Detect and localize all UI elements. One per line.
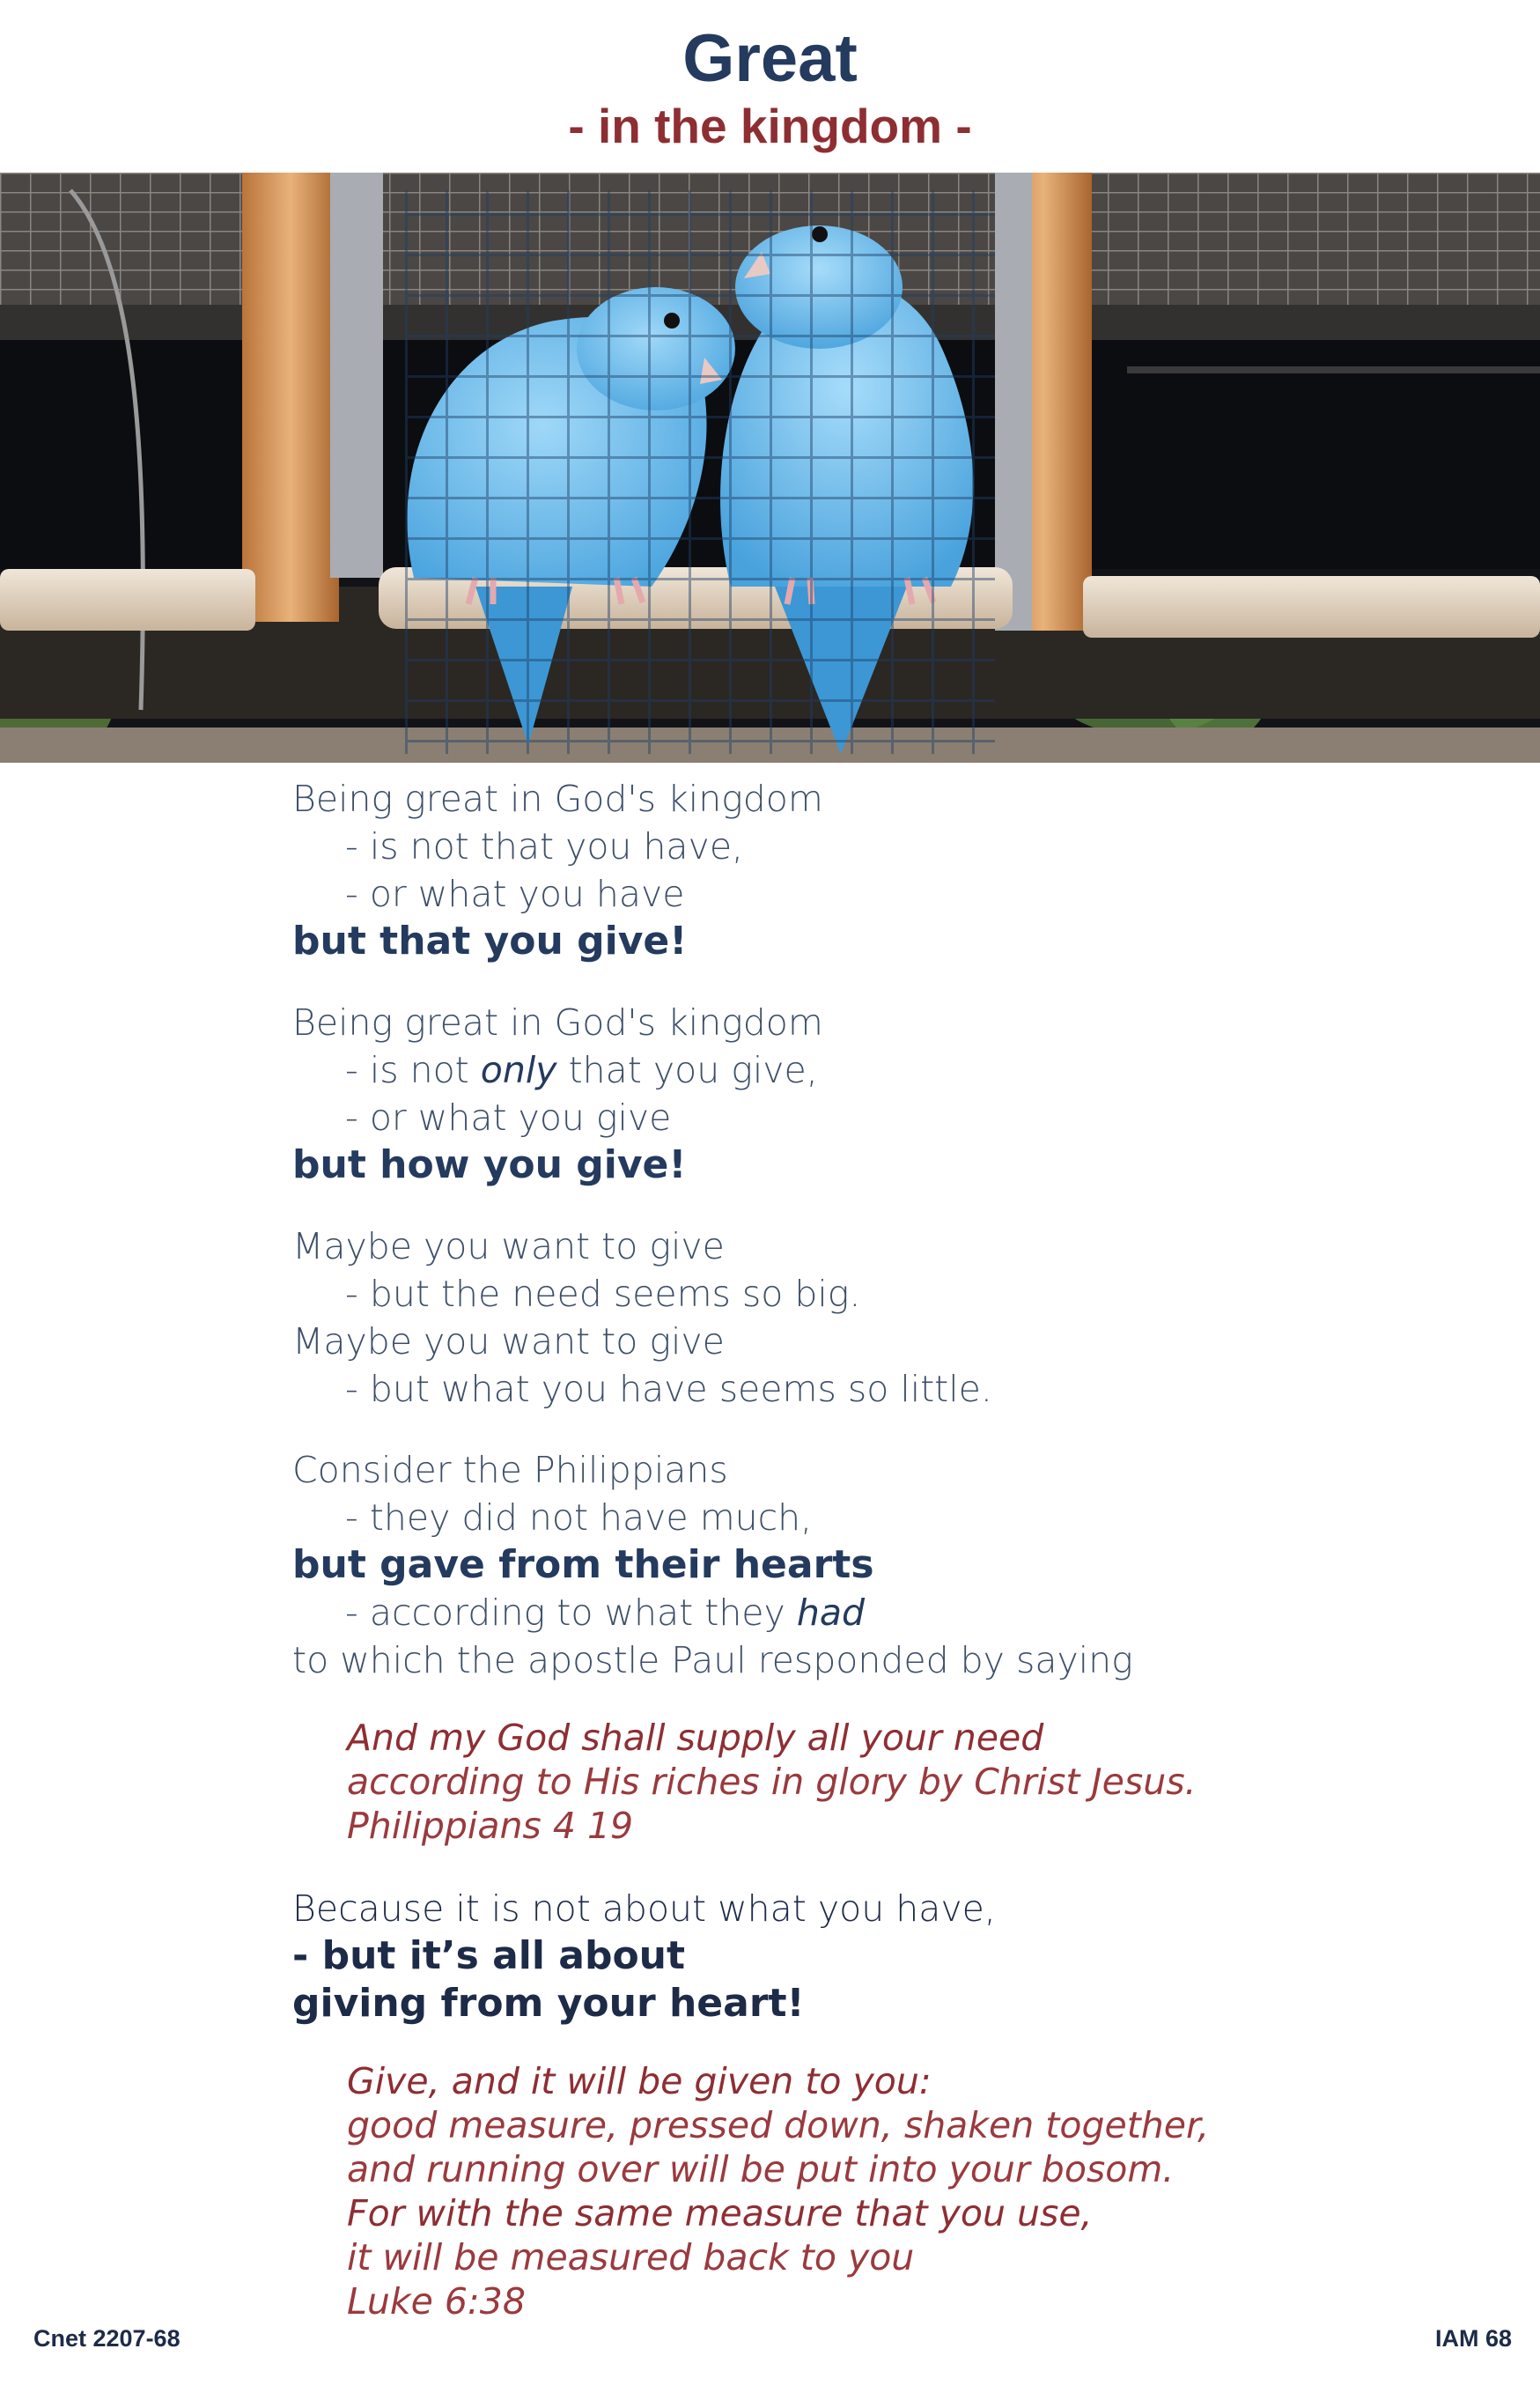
- scripture-quote-line: good measure, pressed down, shaken together,: [347, 2104, 1210, 2146]
- page-subtitle: - in the kingdom -: [568, 99, 972, 153]
- poem-line: - but what you have seems so little.: [345, 1368, 992, 1410]
- poem-line: Being great in God's kingdom: [292, 1001, 823, 1044]
- poem-line: Maybe you want to give: [292, 1225, 725, 1267]
- scripture-quote-line: And my God shall supply all your need: [347, 1717, 1044, 1759]
- poem-line: [345, 1589, 865, 1636]
- footer-code-right: IAM 68: [1434, 2325, 1512, 2352]
- poem-emphasis-line: - but it’s all about: [292, 1933, 686, 1978]
- poem-line: Because it is not about what you have,: [292, 1887, 996, 1930]
- poem-line: - they did not have much,: [345, 1496, 813, 1539]
- poem-line: [345, 1046, 818, 1094]
- scripture-quote-line: according to His riches in glory by Christ Jesus.: [347, 1761, 1197, 1803]
- poem-italic-word: had: [796, 1592, 865, 1634]
- poem-text: - according to what they: [345, 1592, 797, 1634]
- footer-code-left: Cnet 2207-68: [33, 2325, 181, 2352]
- two-blue-parrotlets-on-perch-icon: [0, 173, 1540, 763]
- poem-line: Consider the Philippians: [292, 1449, 728, 1491]
- poem-emphasis-line: giving from your heart!: [292, 1981, 805, 2026]
- poem-text: that you give,: [556, 1049, 818, 1091]
- poem-line: Maybe you want to give: [292, 1320, 725, 1363]
- scripture-quote-line: and running over will be put into your bosom.: [347, 2148, 1175, 2190]
- poem-text: - is not: [345, 1049, 481, 1091]
- scripture-quote-line: Give, and it will be given to you:: [347, 2060, 932, 2102]
- poem-italic-word: only: [480, 1049, 557, 1091]
- scripture-reference: Luke 6:38: [347, 2280, 526, 2323]
- poem-line: Being great in God's kingdom: [292, 778, 823, 820]
- scripture-quote-line: For with the same measure that you use,: [347, 2192, 1093, 2234]
- page-title: Great: [682, 21, 858, 96]
- poem-line: - or what you have: [345, 873, 685, 915]
- poem-emphasis-line: but gave from their hearts: [292, 1542, 874, 1587]
- poem-emphasis-line: but how you give!: [292, 1142, 687, 1187]
- parrots-photo: [0, 173, 1540, 763]
- scripture-quote-line: it will be measured back to you: [347, 2236, 915, 2279]
- poem-line: - or what you give: [345, 1097, 672, 1139]
- scripture-reference: Philippians 4 19: [347, 1805, 634, 1847]
- poem-line: - is not that you have,: [345, 825, 744, 868]
- poem-line: - but the need seems so big.: [345, 1273, 861, 1315]
- poem-emphasis-line: but that you give!: [292, 919, 688, 964]
- poem-line: to which the apostle Paul responded by saying: [292, 1639, 1133, 1681]
